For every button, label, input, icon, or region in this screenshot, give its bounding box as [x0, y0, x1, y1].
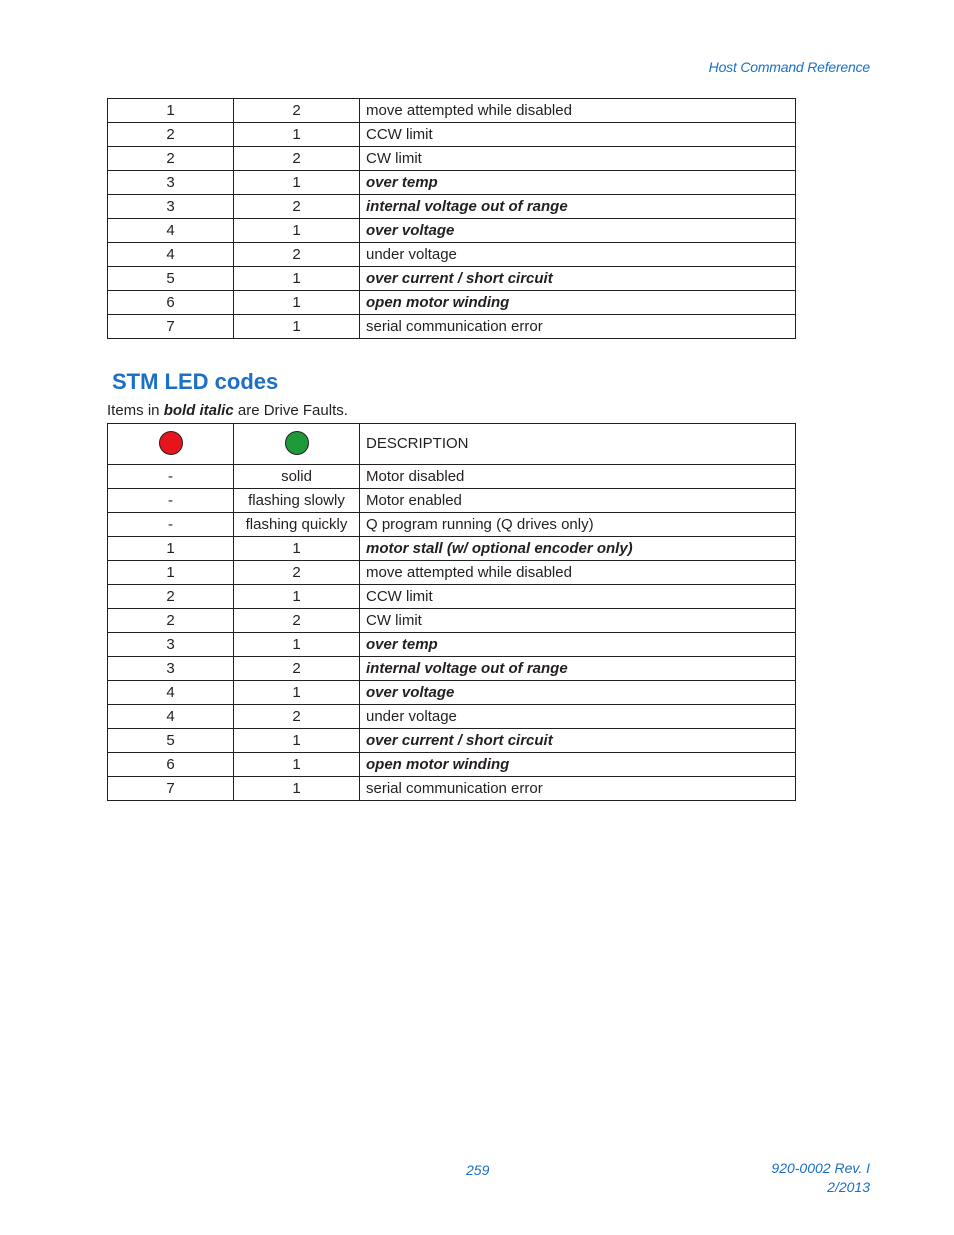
green-led-count-cell: 1: [234, 219, 360, 243]
green-led-count-cell: 2: [234, 99, 360, 123]
green-led-count-cell: 1: [234, 633, 360, 657]
description-cell: Motor enabled: [360, 489, 796, 513]
green-led-count-cell: 2: [234, 147, 360, 171]
green-led-count-cell: 2: [234, 561, 360, 585]
table-row: [108, 267, 796, 291]
red-led-count-cell: 2: [108, 147, 234, 171]
description-cell: move attempted while disabled: [360, 561, 796, 585]
red-led-count-cell: 1: [108, 99, 234, 123]
description-cell: under voltage: [360, 243, 796, 267]
green-led-count-cell: 1: [234, 171, 360, 195]
red-led-count-cell: 4: [108, 705, 234, 729]
table-row: [108, 513, 796, 537]
red-led-count-cell: 6: [108, 753, 234, 777]
led-codes-table-continued: [107, 98, 796, 339]
document-id: [771, 1159, 870, 1197]
description-cell: CW limit: [360, 609, 796, 633]
red-led-count-cell: 3: [108, 195, 234, 219]
table-row: [108, 585, 796, 609]
description-cell: open motor winding: [360, 291, 796, 315]
red-led-count-cell: 1: [108, 561, 234, 585]
description-cell: open motor winding: [360, 753, 796, 777]
red-led-count-cell: 3: [108, 657, 234, 681]
red-led-count-cell: 5: [108, 267, 234, 291]
green-led-count-cell: 1: [234, 729, 360, 753]
table-row: [108, 489, 796, 513]
intro-text: [107, 402, 348, 419]
green-led-count-cell: 1: [234, 681, 360, 705]
red-led-count-cell: 3: [108, 633, 234, 657]
green-led-count-cell: flashing quickly: [234, 513, 360, 537]
description-cell: over current / short circuit: [360, 729, 796, 753]
green-led-count-cell: 1: [234, 753, 360, 777]
red-led-icon: [159, 431, 183, 455]
table-body: [108, 465, 796, 801]
description-cell: CCW limit: [360, 585, 796, 609]
page-number: 259: [466, 1162, 490, 1178]
table-row: [108, 561, 796, 585]
table-row: [108, 681, 796, 705]
description-cell: Motor disabled: [360, 465, 796, 489]
green-led-count-cell: solid: [234, 465, 360, 489]
red-led-count-cell: 1: [108, 537, 234, 561]
description-cell: over temp: [360, 171, 796, 195]
green-led-count-cell: 1: [234, 123, 360, 147]
description-cell: CW limit: [360, 147, 796, 171]
green-led-count-cell: 1: [234, 537, 360, 561]
intro-text-after: are Drive Faults.: [233, 402, 348, 419]
table-row: [108, 729, 796, 753]
description-cell: serial communication error: [360, 315, 796, 339]
red-led-count-cell: 2: [108, 585, 234, 609]
red-led-count-cell: 4: [108, 243, 234, 267]
description-cell: under voltage: [360, 705, 796, 729]
green-led-count-cell: 2: [234, 195, 360, 219]
table-row: [108, 243, 796, 267]
table-row: [108, 315, 796, 339]
red-led-count-cell: -: [108, 513, 234, 537]
stm-led-codes-table: [107, 423, 796, 801]
description-cell: CCW limit: [360, 123, 796, 147]
green-led-count-cell: 2: [234, 705, 360, 729]
green-led-count-cell: 1: [234, 777, 360, 801]
description-cell: over current / short circuit: [360, 267, 796, 291]
description-cell: motor stall (w/ optional encoder only): [360, 537, 796, 561]
description-cell: internal voltage out of range: [360, 195, 796, 219]
description-cell: move attempted while disabled: [360, 99, 796, 123]
red-led-count-cell: 6: [108, 291, 234, 315]
table-row: [108, 195, 796, 219]
table-row: [108, 147, 796, 171]
description-cell: over voltage: [360, 219, 796, 243]
table-row: [108, 171, 796, 195]
green-led-count-cell: 1: [234, 267, 360, 291]
green-led-count-cell: 1: [234, 585, 360, 609]
green-led-count-cell: 1: [234, 291, 360, 315]
green-led-header: [234, 424, 360, 465]
red-led-header: [108, 424, 234, 465]
description-cell: over voltage: [360, 681, 796, 705]
document-number: 920-0002 Rev. I: [771, 1160, 870, 1176]
intro-text-emphasis: bold italic: [163, 402, 234, 419]
description-cell: Q program running (Q drives only): [360, 513, 796, 537]
table-row: [108, 537, 796, 561]
green-led-count-cell: 2: [234, 609, 360, 633]
table-row: [108, 753, 796, 777]
green-led-count-cell: 1: [234, 315, 360, 339]
description-cell: internal voltage out of range: [360, 657, 796, 681]
green-led-count-cell: 2: [234, 243, 360, 267]
red-led-count-cell: 7: [108, 777, 234, 801]
red-led-count-cell: 4: [108, 219, 234, 243]
table-row: [108, 609, 796, 633]
table-row: [108, 99, 796, 123]
table-row: [108, 705, 796, 729]
table-row: [108, 465, 796, 489]
document-date: 2/2013: [827, 1179, 870, 1195]
description-cell: over temp: [360, 633, 796, 657]
green-led-icon: [285, 431, 309, 455]
table-body: [108, 99, 796, 339]
description-cell: serial communication error: [360, 777, 796, 801]
table-row: [108, 219, 796, 243]
intro-text-before: Items in: [107, 402, 164, 419]
green-led-count-cell: flashing slowly: [234, 489, 360, 513]
table-row: [108, 657, 796, 681]
section-title: STM LED codes: [112, 369, 279, 394]
table-row: [108, 123, 796, 147]
description-header: DESCRIPTION: [360, 424, 796, 465]
green-led-count-cell: 2: [234, 657, 360, 681]
red-led-count-cell: -: [108, 465, 234, 489]
running-header-title: Host Command Reference: [708, 59, 870, 75]
red-led-count-cell: 4: [108, 681, 234, 705]
red-led-count-cell: 3: [108, 171, 234, 195]
red-led-count-cell: 2: [108, 609, 234, 633]
red-led-count-cell: 5: [108, 729, 234, 753]
red-led-count-cell: 7: [108, 315, 234, 339]
table-row: [108, 777, 796, 801]
table-header-row: [108, 424, 796, 465]
table-row: [108, 291, 796, 315]
red-led-count-cell: -: [108, 489, 234, 513]
table-row: [108, 633, 796, 657]
red-led-count-cell: 2: [108, 123, 234, 147]
